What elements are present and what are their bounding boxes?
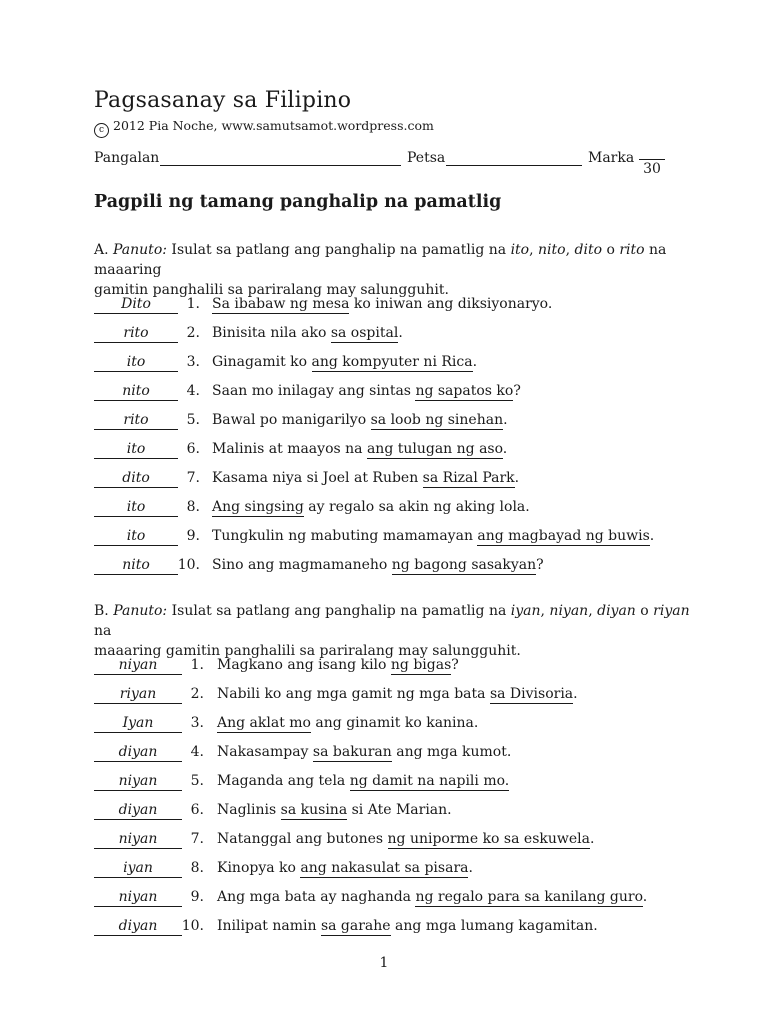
sentence-text: Kinopya ko <box>217 860 301 876</box>
part-a-opt-1: ito <box>510 242 530 258</box>
part-b-opt-1: iyan <box>510 603 541 619</box>
item-sentence <box>217 743 511 761</box>
answer-blank[interactable]: ito <box>94 440 178 459</box>
answer-blank[interactable]: niyan <box>94 772 182 791</box>
item-number: 5. <box>186 412 200 428</box>
answer-blank[interactable]: diyan <box>94 917 182 936</box>
score-total: 30 <box>643 161 661 177</box>
underlined-phrase: ng uniporme ko sa eskuwela <box>387 831 590 847</box>
sentence-text: Natanggal ang butones <box>217 831 388 847</box>
sentence-text: ang mga lumang kagamitan. <box>390 918 598 934</box>
underlined-phrase: ng regalo para sa kanilang guro <box>415 889 643 905</box>
item-number: 9. <box>190 889 204 905</box>
name-blank[interactable] <box>160 165 401 166</box>
item-number: 2. <box>190 686 204 702</box>
answer-blank[interactable]: iyan <box>94 859 182 878</box>
item-sentence <box>212 469 519 487</box>
sentence-text: . <box>503 412 508 428</box>
underlined-phrase: ng bagong sasakyan <box>391 557 537 573</box>
item-number: 9. <box>186 528 200 544</box>
underlined-phrase: Sa ibabaw ng mesa <box>212 296 350 312</box>
item-number: 8. <box>190 860 204 876</box>
item-sentence <box>217 656 459 674</box>
underlined-phrase: ang magbayad ng buwis <box>477 528 650 544</box>
answer-blank[interactable]: niyan <box>94 830 182 849</box>
underlined-phrase: ng sapatos ko <box>415 383 514 399</box>
sentence-text: Maganda ang tela <box>217 773 350 789</box>
copyright-icon: c <box>94 123 109 138</box>
part-b-panuto: Panuto: <box>113 603 168 619</box>
underlined-phrase: ang tulugan ng aso <box>366 441 503 457</box>
answer-blank[interactable]: ito <box>94 527 178 546</box>
section-title: Pagpili ng tamang panghalip na pamatlig <box>94 192 502 212</box>
answer-blank[interactable]: ito <box>94 498 178 517</box>
sentence-text: Ginagamit ko <box>212 354 312 370</box>
sentence-text: Malinis at maayos na <box>212 441 367 457</box>
sentence-text: . <box>589 831 595 847</box>
item-number: 3. <box>190 715 204 731</box>
name-label: Pangalan <box>94 150 160 166</box>
sentence-text: Nakasampay <box>217 744 313 760</box>
part-b-instr-1: Isulat sa patlang ang panghalip na pamatlig na <box>171 603 507 619</box>
sentence-text: ang ginamit ko kanina. <box>310 715 479 731</box>
sentence-text: ko iniwan ang diksiyonaryo. <box>349 296 553 312</box>
underlined-phrase: Ang singsing <box>212 499 304 515</box>
underlined-phrase: ang nakasulat sa pisara <box>300 860 469 876</box>
answer-blank[interactable]: riyan <box>94 685 182 704</box>
sentence-text: Ang mga bata ay naghanda <box>217 889 416 905</box>
item-number: 1. <box>190 657 204 673</box>
underlined-phrase: sa kusina <box>280 802 348 818</box>
part-a-opt-3: dito <box>574 242 602 258</box>
underlined-phrase: ng bigas <box>390 657 452 673</box>
item-sentence <box>212 295 552 313</box>
sentence-text: Binisita nila ako <box>212 325 331 341</box>
part-b-instr-3: maaaring gamitin panghalili sa pariralang may salungguhit. <box>94 643 521 659</box>
item-sentence <box>217 859 473 877</box>
answer-blank[interactable]: Dito <box>94 295 178 314</box>
sentence-text: Magkano ang isang kilo <box>217 657 391 673</box>
item-number: 2. <box>186 325 200 341</box>
answer-blank[interactable]: dito <box>94 469 178 488</box>
sentence-text: . <box>642 889 648 905</box>
part-a-opt-2: nito <box>538 242 566 258</box>
sentence-text: ? <box>513 383 521 399</box>
score-fraction <box>639 152 665 177</box>
underlined-phrase: sa garahe <box>320 918 391 934</box>
part-a-sep-2: , <box>565 242 571 258</box>
score-label: Marka <box>588 150 635 166</box>
sentence-text: . <box>573 686 578 702</box>
page-title: Pagsasanay sa Filipino <box>94 88 352 113</box>
item-number: 1. <box>186 296 200 312</box>
item-sentence <box>212 527 654 545</box>
part-b-letter: B. <box>94 603 109 619</box>
item-number: 6. <box>190 802 204 818</box>
item-sentence <box>217 830 594 848</box>
sentence-text: . <box>468 860 473 876</box>
part-b-or: o <box>640 603 649 619</box>
copyright-line <box>94 118 434 138</box>
copyright-text: 2012 Pia Noche, www.samutsamot.wordpress.com <box>113 118 434 133</box>
page-number: 1 <box>379 955 389 971</box>
underlined-phrase: sa ospital <box>330 325 399 341</box>
part-a-panuto: Panuto: <box>113 242 167 258</box>
sentence-text: . <box>514 470 520 486</box>
sentence-text: Bawal po manigarilyo <box>212 412 371 428</box>
part-a-sep-1: , <box>529 242 534 258</box>
underlined-phrase: Ang aklat mo <box>217 715 311 731</box>
sentence-text: . <box>472 354 478 370</box>
item-sentence <box>212 353 477 371</box>
item-number: 4. <box>186 383 200 399</box>
item-sentence <box>212 498 530 516</box>
underlined-phrase: ng damit na napili mo. <box>349 773 510 789</box>
part-b-sep-1: , <box>540 603 545 619</box>
item-number: 8. <box>186 499 200 515</box>
answer-blank[interactable]: rito <box>94 324 178 343</box>
part-a-instructions <box>94 240 694 300</box>
item-number: 3. <box>186 354 200 370</box>
item-number: 5. <box>190 773 204 789</box>
part-b-instr-2: na <box>94 623 112 639</box>
item-sentence <box>217 685 578 703</box>
part-a-instr-3: gamitin panghalili sa pariralang may salungguhit. <box>94 282 449 298</box>
part-b-opt-3: diyan <box>597 603 636 619</box>
sentence-text: . <box>398 325 403 341</box>
answer-blank[interactable]: ito <box>94 353 178 372</box>
item-sentence <box>212 556 544 574</box>
item-sentence <box>212 382 521 400</box>
underlined-phrase: ang kompyuter ni Rica <box>311 354 473 370</box>
underlined-phrase: sa bakuran <box>312 744 392 760</box>
part-a-opt-4: rito <box>619 242 645 258</box>
sentence-text: ? <box>536 557 544 573</box>
part-b-opt-4: riyan <box>653 603 690 619</box>
sentence-text: ay regalo sa akin ng aking lola. <box>303 499 530 515</box>
sentence-text: Tungkulin ng mabuting mamamayan <box>212 528 478 544</box>
sentence-text: Kasama niya si Joel at Ruben <box>212 470 423 486</box>
item-sentence <box>217 801 452 819</box>
sentence-text: Naglinis <box>217 802 281 818</box>
item-number: 10. <box>177 557 200 573</box>
answer-blank[interactable]: Iyan <box>94 714 182 733</box>
item-number: 4. <box>190 744 204 760</box>
part-a-letter: A. <box>94 242 109 258</box>
part-b-sep-2: , <box>588 603 593 619</box>
answer-blank[interactable]: niyan <box>94 888 182 907</box>
sentence-text: Inilipat namin <box>217 918 321 934</box>
item-number: 10. <box>181 918 204 934</box>
sentence-text: ang mga kumot. <box>391 744 512 760</box>
underlined-phrase: sa Rizal Park <box>422 470 515 486</box>
sentence-text: si Ate Marian. <box>347 802 452 818</box>
item-number: 7. <box>190 831 204 847</box>
answer-blank[interactable]: nito <box>94 556 178 575</box>
item-sentence <box>217 888 647 906</box>
underlined-phrase: sa loob ng sinehan <box>370 412 504 428</box>
item-number: 6. <box>186 441 200 457</box>
part-a-instr-1: Isulat sa patlang ang panghalip na pamatlig na <box>171 242 507 258</box>
answer-blank[interactable]: rito <box>94 411 178 430</box>
item-sentence <box>217 917 598 935</box>
sentence-text: . <box>649 528 655 544</box>
part-b-opt-2: niyan <box>549 603 589 619</box>
item-sentence <box>212 411 508 429</box>
part-a-instr-2: na maaaring <box>94 242 667 278</box>
item-number: 7. <box>186 470 200 486</box>
part-b-instructions <box>94 601 694 661</box>
sentence-text: Saan mo inilagay ang sintas <box>212 383 416 399</box>
underlined-phrase: sa Divisoria <box>489 686 574 702</box>
date-blank[interactable] <box>446 165 582 166</box>
item-sentence <box>212 324 403 342</box>
item-sentence <box>217 714 478 732</box>
date-label: Petsa <box>407 150 446 166</box>
sentence-text: ? <box>451 657 459 673</box>
item-sentence <box>212 440 507 458</box>
answer-blank[interactable]: nito <box>94 382 178 401</box>
answer-blank[interactable]: niyan <box>94 656 182 675</box>
sentence-text: Nabili ko ang mga gamit ng mga bata <box>217 686 490 702</box>
item-sentence <box>217 772 509 790</box>
sentence-text: . <box>502 441 508 457</box>
answer-blank[interactable]: diyan <box>94 743 182 762</box>
part-a-or: o <box>606 242 615 258</box>
sentence-text: Sino ang magmamaneho <box>212 557 392 573</box>
answer-blank[interactable]: diyan <box>94 801 182 820</box>
